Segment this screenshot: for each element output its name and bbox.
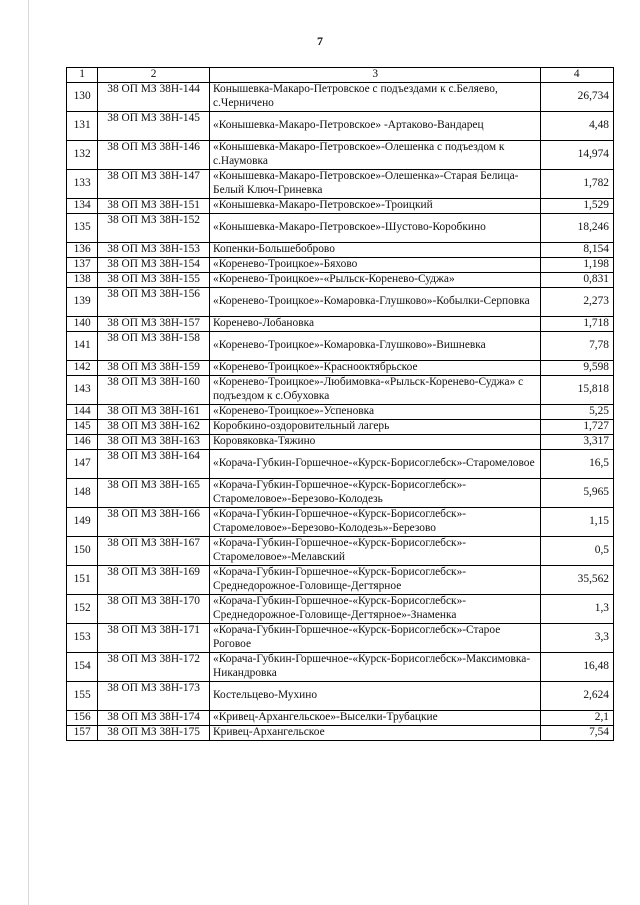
road-length-cell: 26,734 (541, 83, 614, 112)
row-number-cell: 149 (67, 508, 98, 537)
table-row (67, 711, 614, 726)
road-length-cell: 16,5 (541, 450, 614, 479)
road-length-cell: 2,273 (541, 288, 614, 317)
row-number-cell: 150 (67, 537, 98, 566)
table-row (67, 537, 614, 566)
road-name-cell: «Коренево-Троицкое»-Комаровка-Глушково»-Вишневка (210, 332, 541, 361)
road-name-cell: «Конышевка-Макаро-Петровское»-Троицкий (210, 199, 541, 214)
table-row (67, 83, 614, 112)
road-code-cell: 38 ОП МЗ 38Н-163 (98, 435, 210, 450)
table-row (67, 595, 614, 624)
table-row (67, 214, 614, 243)
road-code-cell: 38 ОП МЗ 38Н-152 (98, 214, 210, 243)
row-number-cell: 134 (67, 199, 98, 214)
row-number-cell: 140 (67, 317, 98, 332)
table-row (67, 112, 614, 141)
road-code-cell: 38 ОП МЗ 38Н-151 (98, 199, 210, 214)
table-row (67, 243, 614, 258)
header-col-4: 4 (541, 68, 614, 83)
row-number-cell: 141 (67, 332, 98, 361)
road-name-cell: «Кривец-Архангельское»-Выселки-Трубацкие (210, 711, 541, 726)
row-number-cell: 148 (67, 479, 98, 508)
road-name-cell: «Корача-Губкин-Горшечное-«Курск-Борисоглебск»-Среднедорожное-Головище-Дегтярное»-Знаменка (210, 595, 541, 624)
table-row (67, 361, 614, 376)
road-code-cell: 38 ОП МЗ 38Н-166 (98, 508, 210, 537)
table-row (67, 199, 614, 214)
row-number-cell: 136 (67, 243, 98, 258)
row-number-cell: 130 (67, 83, 98, 112)
row-number-cell: 151 (67, 566, 98, 595)
road-length-cell: 5,25 (541, 405, 614, 420)
road-name-cell: Конышевка-Макаро-Петровское с подъездами к с.Беляево, с.Черничено (210, 83, 541, 112)
table-header-row (67, 68, 614, 83)
row-number-cell: 131 (67, 112, 98, 141)
scan-edge-line (28, 0, 29, 905)
table-body (67, 83, 614, 741)
table-row (67, 258, 614, 273)
table-row (67, 288, 614, 317)
table-row (67, 405, 614, 420)
header-col-1: 1 (67, 68, 98, 83)
table-row (67, 420, 614, 435)
road-code-cell: 38 ОП МЗ 38Н-160 (98, 376, 210, 405)
road-code-cell: 38 ОП МЗ 38Н-147 (98, 170, 210, 199)
road-code-cell: 38 ОП МЗ 38Н-159 (98, 361, 210, 376)
road-name-cell: Копенки-Большебоброво (210, 243, 541, 258)
road-name-cell: «Коренево-Троицкое»-Любимовка-«Рыльск-Коренево-Суджа» с подъездом к с.Обуховка (210, 376, 541, 405)
roads-table-container (66, 67, 614, 741)
row-number-cell: 143 (67, 376, 98, 405)
row-number-cell: 154 (67, 653, 98, 682)
road-name-cell: «Коренево-Троицкое»-Бяхово (210, 258, 541, 273)
road-code-cell: 38 ОП МЗ 38Н-155 (98, 273, 210, 288)
table-row (67, 435, 614, 450)
table-row (67, 317, 614, 332)
row-number-cell: 153 (67, 624, 98, 653)
road-name-cell: «Корача-Губкин-Горшечное-«Курск-Борисоглебск»-Старомеловое»-Березово-Колодезь»-Березово (210, 508, 541, 537)
header-col-3: 3 (210, 68, 541, 83)
road-length-cell: 8,154 (541, 243, 614, 258)
road-code-cell: 38 ОП МЗ 38Н-156 (98, 288, 210, 317)
road-name-cell: Костельцево-Мухино (210, 682, 541, 711)
page-number: 7 (317, 34, 323, 48)
road-code-cell: 38 ОП МЗ 38Н-170 (98, 595, 210, 624)
road-name-cell: «Корача-Губкин-Горшечное-«Курск-Борисоглебск»-Старомеловое (210, 450, 541, 479)
road-name-cell: «Коренево-Троицкое»-Комаровка-Глушково»-Кобылки-Серповка (210, 288, 541, 317)
road-name-cell: «Коренево-Троицкое»-Краснооктябрьское (210, 361, 541, 376)
table-row (67, 508, 614, 537)
table-row (67, 624, 614, 653)
road-code-cell: 38 ОП МЗ 38Н-167 (98, 537, 210, 566)
road-code-cell: 38 ОП МЗ 38Н-153 (98, 243, 210, 258)
road-length-cell: 35,562 (541, 566, 614, 595)
road-length-cell: 14,974 (541, 141, 614, 170)
road-length-cell: 7,54 (541, 726, 614, 741)
table-row (67, 376, 614, 405)
table-row (67, 332, 614, 361)
roads-table (66, 67, 614, 741)
table-row (67, 170, 614, 199)
road-length-cell: 5,965 (541, 479, 614, 508)
road-name-cell: «Конышевка-Макаро-Петровское»-Олешенка»-Старая Белица-Белый Ключ-Гриневка (210, 170, 541, 199)
road-code-cell: 38 ОП МЗ 38Н-175 (98, 726, 210, 741)
road-length-cell: 1,529 (541, 199, 614, 214)
row-number-cell: 133 (67, 170, 98, 199)
road-length-cell: 1,718 (541, 317, 614, 332)
row-number-cell: 146 (67, 435, 98, 450)
road-length-cell: 3,3 (541, 624, 614, 653)
row-number-cell: 156 (67, 711, 98, 726)
road-length-cell: 3,317 (541, 435, 614, 450)
road-code-cell: 38 ОП МЗ 38Н-173 (98, 682, 210, 711)
table-row (67, 479, 614, 508)
road-name-cell: «Конышевка-Макаро-Петровское» -Артаково-Вандарец (210, 112, 541, 141)
road-code-cell: 38 ОП МЗ 38Н-154 (98, 258, 210, 273)
road-name-cell: «Коренево-Троицкое»-«Рыльск-Коренево-Суджа» (210, 273, 541, 288)
row-number-cell: 138 (67, 273, 98, 288)
road-name-cell: «Корача-Губкин-Горшечное-«Курск-Борисоглебск»-Старомеловое»-Мелавский (210, 537, 541, 566)
table-row (67, 273, 614, 288)
road-name-cell: «Конышевка-Макаро-Петровское»-Шустово-Коробкино (210, 214, 541, 243)
row-number-cell: 147 (67, 450, 98, 479)
road-length-cell: 0,831 (541, 273, 614, 288)
road-code-cell: 38 ОП МЗ 38Н-145 (98, 112, 210, 141)
road-code-cell: 38 ОП МЗ 38Н-172 (98, 653, 210, 682)
road-code-cell: 38 ОП МЗ 38Н-165 (98, 479, 210, 508)
road-length-cell: 0,5 (541, 537, 614, 566)
road-length-cell: 1,3 (541, 595, 614, 624)
road-name-cell: «Корача-Губкин-Горшечное-«Курск-Борисоглебск»-Старомеловое»-Березово-Колодезь (210, 479, 541, 508)
road-length-cell: 15,818 (541, 376, 614, 405)
row-number-cell: 135 (67, 214, 98, 243)
road-name-cell: «Корача-Губкин-Горшечное-«Курск-Борисоглебск»-Среднедорожное-Головище-Дегтярное (210, 566, 541, 595)
table-row (67, 726, 614, 741)
table-row (67, 450, 614, 479)
road-length-cell: 4,48 (541, 112, 614, 141)
road-name-cell: Коренево-Лобановка (210, 317, 541, 332)
road-length-cell: 1,782 (541, 170, 614, 199)
road-code-cell: 38 ОП МЗ 38Н-146 (98, 141, 210, 170)
road-name-cell: Коробкино-оздоровительный лагерь (210, 420, 541, 435)
road-name-cell: Кривец-Архангельское (210, 726, 541, 741)
road-code-cell: 38 ОП МЗ 38Н-157 (98, 317, 210, 332)
row-number-cell: 139 (67, 288, 98, 317)
road-length-cell: 1,15 (541, 508, 614, 537)
table-row (67, 653, 614, 682)
road-code-cell: 38 ОП МЗ 38Н-162 (98, 420, 210, 435)
road-length-cell: 16,48 (541, 653, 614, 682)
road-name-cell: «Корача-Губкин-Горшечное-«Курск-Борисоглебск»-Старое Роговое (210, 624, 541, 653)
row-number-cell: 137 (67, 258, 98, 273)
row-number-cell: 145 (67, 420, 98, 435)
road-length-cell: 7,78 (541, 332, 614, 361)
road-code-cell: 38 ОП МЗ 38Н-161 (98, 405, 210, 420)
road-length-cell: 2,624 (541, 682, 614, 711)
table-row (67, 566, 614, 595)
road-length-cell: 2,1 (541, 711, 614, 726)
road-code-cell: 38 ОП МЗ 38Н-171 (98, 624, 210, 653)
road-length-cell: 1,727 (541, 420, 614, 435)
road-code-cell: 38 ОП МЗ 38Н-174 (98, 711, 210, 726)
road-code-cell: 38 ОП МЗ 38Н-164 (98, 450, 210, 479)
row-number-cell: 157 (67, 726, 98, 741)
road-code-cell: 38 ОП МЗ 38Н-144 (98, 83, 210, 112)
header-col-2: 2 (98, 68, 210, 83)
road-code-cell: 38 ОП МЗ 38Н-158 (98, 332, 210, 361)
road-length-cell: 18,246 (541, 214, 614, 243)
road-name-cell: «Коренево-Троицкое»-Успеновка (210, 405, 541, 420)
row-number-cell: 152 (67, 595, 98, 624)
road-name-cell: «Корача-Губкин-Горшечное-«Курск-Борисоглебск»-Максимовка-Никандровка (210, 653, 541, 682)
table-row (67, 141, 614, 170)
row-number-cell: 142 (67, 361, 98, 376)
road-name-cell: «Конышевка-Макаро-Петровское»-Олешенка с подъездом к с.Наумовка (210, 141, 541, 170)
road-length-cell: 1,198 (541, 258, 614, 273)
table-row (67, 682, 614, 711)
road-name-cell: Коровяковка-Тяжино (210, 435, 541, 450)
road-length-cell: 9,598 (541, 361, 614, 376)
row-number-cell: 155 (67, 682, 98, 711)
row-number-cell: 132 (67, 141, 98, 170)
road-code-cell: 38 ОП МЗ 38Н-169 (98, 566, 210, 595)
row-number-cell: 144 (67, 405, 98, 420)
